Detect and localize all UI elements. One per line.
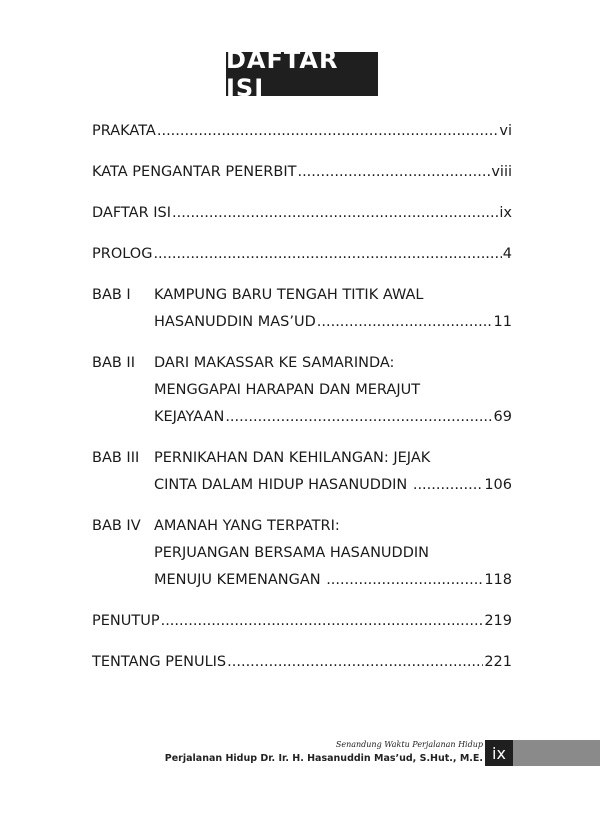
page-title: DAFTAR ISI [226,46,339,102]
chapter-title-line: CINTA DALAM HIDUP HASANUDDIN [154,477,412,493]
chapter-number: BAB III [92,450,140,466]
chapter-title-line: HASANUDDIN MAS’UD [154,314,316,330]
chapter-number: BAB I [92,287,131,303]
toc-entry-prakata[interactable] [92,118,512,145]
leader-dots [317,309,493,336]
leader-dots [297,159,490,186]
toc-entry-page: 219 [484,613,512,629]
toc-entry-tentang-penulis[interactable] [92,649,512,676]
toc-entry-page: 106 [484,477,512,493]
chapter-title-line: MENGGAPAI HARAPAN DAN MERAJUT [154,382,421,398]
toc-entry-page: 4 [502,246,512,262]
leader-dots [225,404,492,431]
chapter-title-line: MENUJU KEMENANGAN [154,572,326,588]
leader-dots [161,608,484,635]
footer-gray-band [513,740,600,766]
footer-book-title: Perjalanan Hidup Dr. Ir. H. Hasanuddin Mas’ud, S.Hut., M.E. [164,753,483,764]
toc-chapter-bab-2[interactable] [92,350,512,431]
toc-entry-kata-pengantar[interactable] [92,159,512,186]
chapter-title-line: PERNIKAHAN DAN KEHILANGAN: JEJAK [154,450,431,466]
toc-entry-label: PRAKATA [92,123,156,139]
leader-dots [227,649,483,676]
leader-dots [172,200,498,227]
toc-entry-page: vi [499,123,512,139]
chapter-title-line: KAMPUNG BARU TENGAH TITIK AWAL [154,287,424,303]
toc-entry-page: ix [499,205,512,221]
toc-entry-page: 221 [484,654,512,670]
toc-entry-page: viii [491,164,512,180]
leader-dots [157,118,499,145]
toc-entry-daftar-isi[interactable] [92,200,512,227]
chapter-title-line: PERJUANGAN BERSAMA HASANUDDIN [154,545,429,561]
leader-dots [153,241,501,268]
toc-chapter-bab-3[interactable] [92,445,512,499]
chapter-number: BAB II [92,355,135,371]
toc-entry-prolog[interactable] [92,241,512,268]
toc-entry-page: 118 [484,572,512,588]
toc-entry-label: PROLOG [92,246,153,262]
page-title-box [226,46,378,102]
toc-entry-label: KATA PENGANTAR PENERBIT [92,164,297,180]
chapter-number: BAB IV [92,518,141,534]
toc-chapter-bab-4[interactable] [92,513,512,594]
toc-entry-label: TENTANG PENULIS [92,654,227,670]
toc-entry-label: DAFTAR ISI [92,205,172,221]
chapter-title-line: AMANAH YANG TERPATRI: [154,518,340,534]
chapter-title-line: DARI MAKASSAR KE SAMARINDA: [154,355,395,371]
page-footer [0,740,600,770]
chapter-title-line: KEJAYAAN [154,409,225,425]
toc-entry-page: 11 [493,314,512,330]
leader-dots [413,472,483,499]
toc-entry-penutup[interactable] [92,608,512,635]
toc-entry-label: PENUTUP [92,613,160,629]
table-of-contents [92,118,512,690]
leader-dots [326,567,483,594]
footer-series-title: Senandung Waktu Perjalanan Hidup [335,740,483,749]
toc-chapter-bab-1[interactable] [92,282,512,336]
toc-entry-page: 69 [493,409,512,425]
page-number: ix [485,740,513,766]
